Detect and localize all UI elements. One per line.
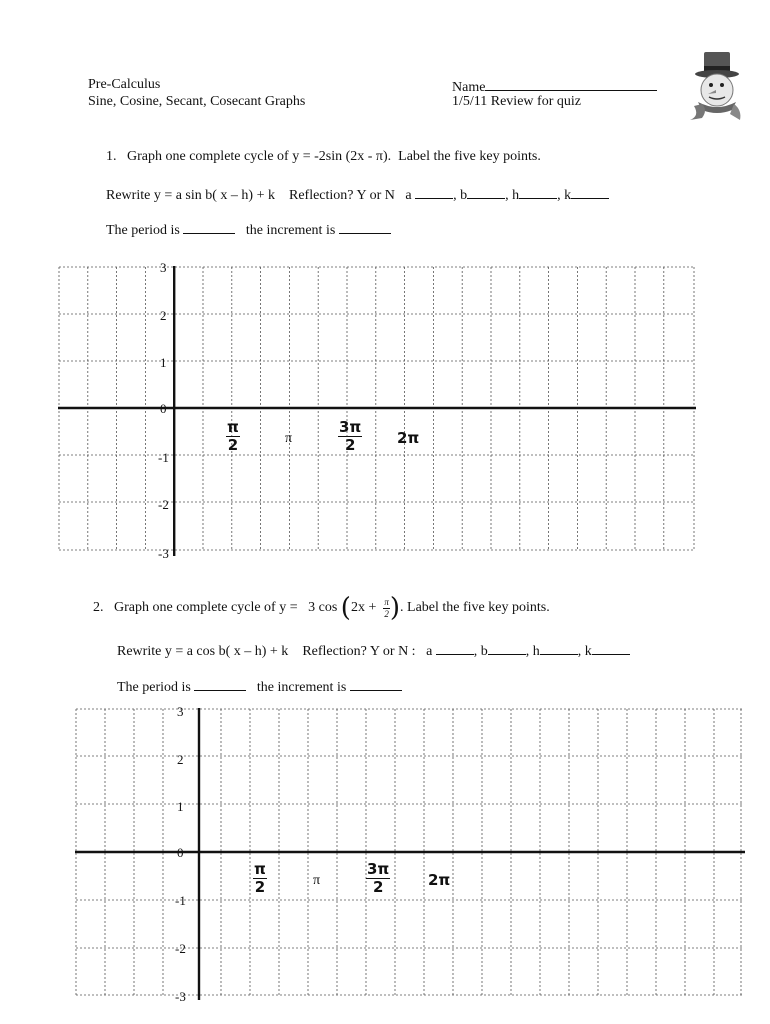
q1-y-tick-1: 1	[160, 355, 167, 370]
name-field[interactable]	[452, 78, 657, 95]
q1-period-label: The period is	[106, 223, 180, 238]
q1-increment-blank[interactable]	[339, 221, 391, 234]
q2-period-line	[117, 678, 402, 695]
q2-func-coef: 3 cos	[308, 600, 338, 616]
q2-func-inner: 2x +	[350, 600, 377, 616]
q2-rewrite: Rewrite y = a cos b( x – h) + k	[117, 644, 289, 659]
q1-increment-label: the increment is	[245, 223, 336, 238]
q1-a-label: a	[405, 188, 412, 203]
q2-increment-label: the increment is	[256, 680, 347, 695]
q1-rewrite-line: Rewrite y = a sin b( x – h) + k Reflection? Y or N a , b , h , k	[106, 186, 609, 203]
q1-y-tick-2: 2	[160, 308, 167, 323]
q2-period-label: The period is	[117, 680, 191, 695]
q2-right-paren: )	[389, 593, 401, 623]
snowman-icon	[680, 50, 750, 122]
q1-period-line	[106, 221, 391, 238]
q1-b-label: b	[460, 188, 468, 203]
q1-y-tick-0: 0	[160, 401, 167, 416]
q1-prompt-label-text: Label the five key points.	[398, 149, 541, 164]
q2-x-tick-pi: π	[313, 873, 321, 888]
q1-y-tick-neg2: -2	[158, 497, 169, 512]
q2-left-paren: (	[340, 593, 351, 623]
q1-x-tick-2pi: 2π	[397, 429, 420, 447]
q2-a-label: a	[426, 644, 433, 659]
q2-y-tick-2: 2	[177, 752, 184, 767]
q2-b-label: b	[480, 644, 488, 659]
q2-h-blank[interactable]	[540, 642, 578, 655]
date-line: 1/5/11 Review for quiz	[452, 94, 581, 109]
q1-h-label: h	[512, 188, 520, 203]
q1-h-blank[interactable]	[519, 186, 557, 199]
name-blank[interactable]	[485, 78, 657, 91]
q2-prompt	[93, 595, 550, 621]
q2-k-label: k	[584, 644, 592, 659]
q1-prompt-text: Graph one complete cycle of y = -2sin (2x - π).	[127, 149, 392, 164]
q2-reflection: Reflection? Y or N :	[302, 644, 416, 659]
q2-rewrite-line: Rewrite y = a cos b( x – h) + k Reflection? Y or N : a , b , h , k	[117, 642, 630, 659]
q1-a-blank[interactable]	[415, 186, 453, 199]
q1-x-tick-3pi-over-2: $\frac{3\pi}{2}$	[339, 418, 362, 454]
q2-y-tick-neg3: -3	[175, 989, 186, 1004]
q2-b-blank[interactable]	[488, 642, 526, 655]
q2-x-tick-2pi: 2π	[428, 871, 451, 889]
q1-reflection: Reflection? Y or N	[288, 188, 395, 203]
q1-y-tick-3: 3	[160, 260, 167, 275]
q1-y-tick-neg3: -3	[158, 546, 169, 561]
q2-y-tick-1: 1	[177, 799, 184, 814]
q2-graph-grid[interactable]	[75, 708, 745, 1000]
q1-x-tick-pi-over-2: $\frac{\pi}{2}$	[227, 418, 239, 454]
q2-func-fraction: $\frac{\pi}{2}$	[384, 596, 389, 619]
q2-y-tick-neg1: -1	[175, 893, 186, 908]
q1-k-label: k	[564, 188, 572, 203]
q2-a-blank[interactable]	[436, 642, 474, 655]
q1-k-blank[interactable]	[571, 186, 609, 199]
q2-y-tick-3: 3	[177, 704, 184, 719]
course-title: Pre-Calculus	[88, 77, 161, 92]
q2-y-tick-0: 0	[177, 845, 184, 860]
q2-h-label: h	[532, 644, 540, 659]
q2-increment-blank[interactable]	[350, 678, 402, 691]
name-label: Name	[452, 80, 486, 95]
q1-rewrite: Rewrite y = a sin b( x – h) + k	[106, 188, 275, 203]
q1-x-tick-pi: π	[285, 431, 293, 446]
q2-prompt-text: Graph one complete cycle of y =	[114, 600, 298, 616]
q2-period-blank[interactable]	[194, 678, 246, 691]
topic-title: Sine, Cosine, Secant, Cosecant Graphs	[88, 94, 306, 109]
q2-y-tick-neg2: -2	[175, 941, 186, 956]
q2-number: 2.	[93, 600, 104, 616]
q2-x-tick-3pi-over-2: $\frac{3\pi}{2}$	[367, 860, 390, 896]
q1-y-tick-neg1: -1	[158, 450, 169, 465]
q2-x-tick-pi-over-2: $\frac{\pi}{2}$	[254, 860, 266, 896]
q1-number: 1.	[106, 149, 117, 164]
q2-k-blank[interactable]	[592, 642, 630, 655]
q1-prompt	[106, 150, 541, 164]
q1-period-blank[interactable]	[183, 221, 235, 234]
q2-prompt-label-text: . Label the five key points.	[400, 600, 550, 616]
q1-graph-grid[interactable]	[58, 266, 696, 560]
q1-b-blank[interactable]	[467, 186, 505, 199]
